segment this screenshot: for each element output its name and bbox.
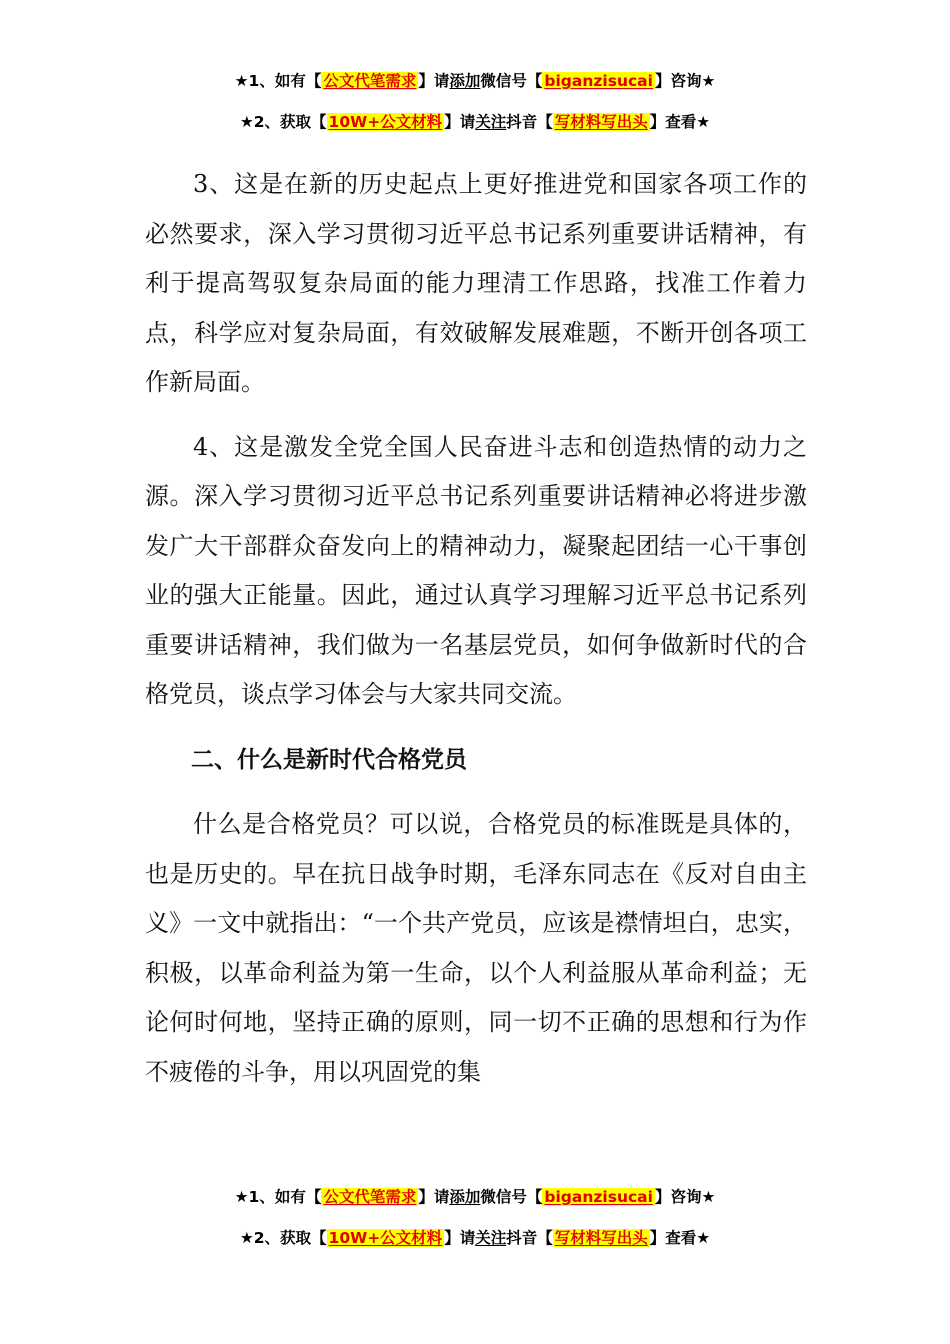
banner-text: 抖音【 [506, 113, 553, 131]
banner-emphasis: 关注 [475, 113, 507, 131]
banner-highlight-materials: 10W+公文材料 [328, 1229, 443, 1247]
banner-highlight-materials: 10W+公文材料 [328, 113, 443, 131]
banner-text: 】请 [418, 72, 450, 90]
banner-text: ★1、如有【 [234, 1188, 322, 1206]
promo-banner-footer-line-1 [0, 1186, 950, 1208]
banner-text: 】查看★ [649, 1229, 711, 1247]
promo-banner-line-1 [0, 70, 950, 92]
banner-text: ★2、获取【 [239, 113, 327, 131]
banner-highlight-wechat-id: biganzisucai [544, 72, 653, 90]
banner-text: ★2、获取【 [239, 1229, 327, 1247]
banner-highlight-douyin: 写材料写出头 [554, 113, 648, 131]
banner-highlight-service: 公文代笔需求 [323, 72, 417, 90]
banner-text: 】请 [444, 113, 476, 131]
banner-highlight-douyin: 写材料写出头 [554, 1229, 648, 1247]
banner-text: 】请 [418, 1188, 450, 1206]
banner-highlight-wechat-id: biganzisucai [544, 1188, 653, 1206]
banner-emphasis: 添加 [449, 72, 481, 90]
section-heading: 二、什么是新时代合格党员 [191, 746, 467, 773]
banner-highlight-service: 公文代笔需求 [323, 1188, 417, 1206]
banner-emphasis: 关注 [475, 1229, 507, 1247]
promo-banner-footer-line-2 [0, 1227, 950, 1249]
paragraph: 3、这是在新的历史起点上更好推进党和国家各项工作的必然要求，深入学习贯彻习近平总书记系列重要讲话精神，有利于提高驾驭复杂局面的能力理清工作思路，找准工作着力点，科学应对复杂局面，有效破解发展难题，不断开创各项工作新局面。 [145, 170, 807, 396]
banner-text: 抖音【 [506, 1229, 553, 1247]
banner-text: 微信号【 [480, 72, 543, 90]
banner-text: 】请 [444, 1229, 476, 1247]
banner-text: ★1、如有【 [234, 72, 322, 90]
banner-text: 】咨询★ [654, 1188, 716, 1206]
banner-text: 】查看★ [649, 113, 711, 131]
banner-emphasis: 添加 [449, 1188, 481, 1206]
paragraph: 4、这是激发全党全国人民奋进斗志和创造热情的动力之源。深入学习贯彻习近平总书记系列重要讲话精神必将进步激发广大干部群众奋发向上的精神动力，凝聚起团结一心干事创业的强大正能量。因此，通过认真学习理解习近平总书记系列重要讲话精神，我们做为一名基层党员，如何争做新时代的合格党员，谈点学习体会与大家共同交流。 [145, 432, 807, 708]
banner-text: 微信号【 [480, 1188, 543, 1206]
document-body [145, 160, 807, 1097]
banner-text: 】咨询★ [654, 72, 716, 90]
promo-banner-line-2 [0, 111, 950, 133]
paragraph: 什么是合格党员？可以说，合格党员的标准既是具体的，也是历史的。早在抗日战争时期，毛泽东同志在《反对自由主义》一文中就指出：“一个共产党员，应该是襟情坦白，忠实，积极，以革命利益为第一生命，以个人利益服从革命利益；无论何时何地，坚持正确的原则，同一切不正确的思想和行为作不疲倦的斗争，用以巩固党的集 [145, 810, 807, 1086]
